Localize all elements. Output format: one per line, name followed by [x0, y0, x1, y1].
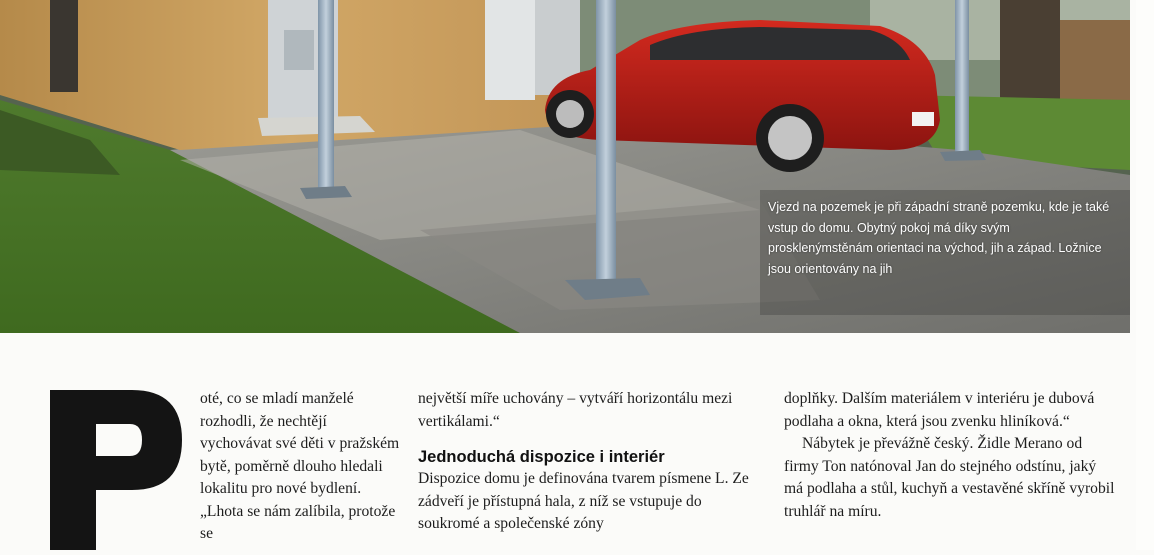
article-column-2 — [418, 388, 763, 536]
drop-cap-glyph — [50, 390, 182, 550]
paragraph: největší míře uchovány – vytváří horizontálu mezi vertikálami.“ — [418, 390, 733, 430]
photo-caption: Vjezd na pozemek je při západní straně pozemku, kde je také vstup do domu. Obytný pokoj má díky svým prosklenýmstěnám orientaci na východ, jih a západ. Ložnice jsou orientovány na jih — [768, 200, 1110, 276]
drop-cap-letter — [50, 390, 182, 550]
paragraph: oté, co se mladí manželé rozhodli, že nechtějí vychovávat své děti v pražském bytě, poměrně dlouho hledali lokalitu pro nové bydlení. „Lhota se nám zalíbila, protože se — [200, 390, 400, 542]
paragraph: doplňky. Dalším materiálem v interiéru je dubová podlaha a okna, která jsou zvenku hliníková.“ — [784, 390, 1095, 430]
paragraph: Dispozice domu je definována tvarem písmene L. Ze zádveří je přístupná hala, z níž se vstupuje do soukromé a společenské zóny — [418, 470, 749, 532]
paragraph: Nábytek je převážně český. Židle Merano od firmy Ton natónoval Jan do stejného odstínu, jaký má podlaha a stůl, kuchyň a vestavěné skříně vyrobil truhlář na míru. — [784, 435, 1115, 520]
article-column-3 — [784, 388, 1119, 523]
article-column-1 — [200, 388, 400, 546]
section-heading: Jednoduchá dispozice i interiér — [418, 448, 665, 466]
page-gutter — [1136, 0, 1154, 550]
